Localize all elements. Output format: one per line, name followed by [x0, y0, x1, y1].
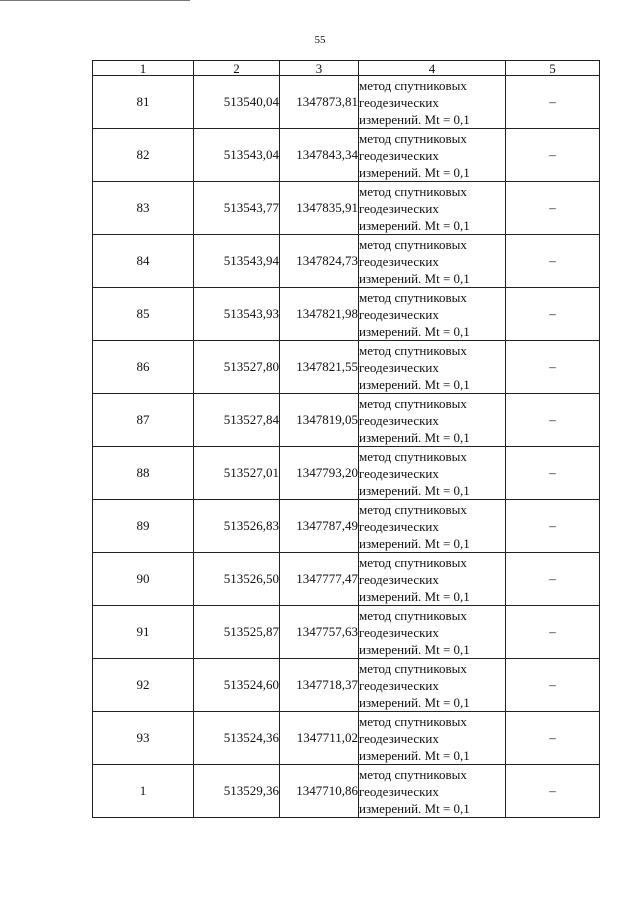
table-row	[93, 765, 600, 818]
coordinates-table	[92, 60, 600, 818]
method-line: геодезических	[359, 412, 439, 428]
y-coordinate-cell: 1347873,81	[280, 76, 359, 129]
description-dash-cell: –	[506, 500, 600, 553]
description-dash-cell: –	[506, 659, 600, 712]
x-coordinate-cell: 513527,80	[194, 341, 280, 394]
y-coordinate-cell: 1347711,02	[280, 712, 359, 765]
method-line: геодезических	[359, 200, 439, 216]
method-cell	[359, 659, 506, 712]
method-line: метод спутниковых	[359, 77, 467, 93]
method-line: измерений. Mt = 0,1	[359, 747, 470, 763]
method-line: метод спутниковых	[359, 660, 467, 676]
x-coordinate-cell: 513526,83	[194, 500, 280, 553]
method-line: геодезических	[359, 518, 439, 534]
method-line: измерений. Mt = 0,1	[359, 588, 470, 604]
column-header: 2	[194, 61, 280, 76]
table-row	[93, 712, 600, 765]
table-row	[93, 659, 600, 712]
table-row	[93, 447, 600, 500]
method-line: геодезических	[359, 147, 439, 163]
method-cell	[359, 765, 506, 818]
point-number-cell: 92	[93, 659, 194, 712]
description-dash-cell: –	[506, 235, 600, 288]
method-line: метод спутниковых	[359, 713, 467, 729]
y-coordinate-cell: 1347819,05	[280, 394, 359, 447]
method-cell	[359, 606, 506, 659]
y-coordinate-cell: 1347710,86	[280, 765, 359, 818]
method-line: геодезических	[359, 306, 439, 322]
method-line: измерений. Mt = 0,1	[359, 270, 470, 286]
method-line: геодезических	[359, 624, 439, 640]
method-line: геодезических	[359, 359, 439, 375]
method-line: метод спутниковых	[359, 501, 467, 517]
method-line: метод спутниковых	[359, 448, 467, 464]
description-dash-cell: –	[506, 712, 600, 765]
y-coordinate-cell: 1347718,37	[280, 659, 359, 712]
y-coordinate-cell: 1347793,20	[280, 447, 359, 500]
method-line: измерений. Mt = 0,1	[359, 111, 470, 127]
table-row	[93, 182, 600, 235]
point-number-cell: 1	[93, 765, 194, 818]
method-line: метод спутниковых	[359, 342, 467, 358]
table-row	[93, 76, 600, 129]
method-cell	[359, 341, 506, 394]
y-coordinate-cell: 1347777,47	[280, 553, 359, 606]
method-cell	[359, 500, 506, 553]
method-cell	[359, 553, 506, 606]
x-coordinate-cell: 513525,87	[194, 606, 280, 659]
table-row	[93, 288, 600, 341]
table-row	[93, 553, 600, 606]
method-line: метод спутниковых	[359, 607, 467, 623]
column-header: 5	[506, 61, 600, 76]
method-line: измерений. Mt = 0,1	[359, 164, 470, 180]
x-coordinate-cell: 513527,84	[194, 394, 280, 447]
top-rule	[0, 0, 190, 1]
description-dash-cell: –	[506, 765, 600, 818]
method-line: измерений. Mt = 0,1	[359, 694, 470, 710]
method-cell	[359, 76, 506, 129]
x-coordinate-cell: 513524,60	[194, 659, 280, 712]
point-number-cell: 86	[93, 341, 194, 394]
method-line: геодезических	[359, 94, 439, 110]
y-coordinate-cell: 1347843,34	[280, 129, 359, 182]
method-line: метод спутниковых	[359, 766, 467, 782]
method-line: геодезических	[359, 730, 439, 746]
method-line: измерений. Mt = 0,1	[359, 429, 470, 445]
method-cell	[359, 712, 506, 765]
method-line: метод спутниковых	[359, 183, 467, 199]
method-line: измерений. Mt = 0,1	[359, 535, 470, 551]
point-number-cell: 87	[93, 394, 194, 447]
description-dash-cell: –	[506, 182, 600, 235]
x-coordinate-cell: 513526,50	[194, 553, 280, 606]
method-line: метод спутниковых	[359, 130, 467, 146]
method-line: геодезических	[359, 253, 439, 269]
point-number-cell: 81	[93, 76, 194, 129]
point-number-cell: 91	[93, 606, 194, 659]
method-line: измерений. Mt = 0,1	[359, 800, 470, 816]
method-cell	[359, 129, 506, 182]
method-line: измерений. Mt = 0,1	[359, 482, 470, 498]
method-line: геодезических	[359, 571, 439, 587]
y-coordinate-cell: 1347787,49	[280, 500, 359, 553]
point-number-cell: 82	[93, 129, 194, 182]
method-line: измерений. Mt = 0,1	[359, 217, 470, 233]
description-dash-cell: –	[506, 76, 600, 129]
method-cell	[359, 288, 506, 341]
method-line: измерений. Mt = 0,1	[359, 641, 470, 657]
method-line: геодезических	[359, 465, 439, 481]
point-number-cell: 84	[93, 235, 194, 288]
table-row	[93, 235, 600, 288]
column-header: 1	[93, 61, 194, 76]
description-dash-cell: –	[506, 606, 600, 659]
y-coordinate-cell: 1347824,73	[280, 235, 359, 288]
method-line: измерений. Mt = 0,1	[359, 376, 470, 392]
description-dash-cell: –	[506, 288, 600, 341]
description-dash-cell: –	[506, 447, 600, 500]
y-coordinate-cell: 1347757,63	[280, 606, 359, 659]
table-row	[93, 341, 600, 394]
page-number: 55	[314, 34, 326, 46]
point-number-cell: 90	[93, 553, 194, 606]
y-coordinate-cell: 1347821,55	[280, 341, 359, 394]
method-line: геодезических	[359, 783, 439, 799]
table-header-row	[93, 61, 600, 76]
x-coordinate-cell: 513543,77	[194, 182, 280, 235]
table-row	[93, 500, 600, 553]
method-cell	[359, 394, 506, 447]
column-header: 4	[359, 61, 506, 76]
description-dash-cell: –	[506, 394, 600, 447]
method-line: метод спутниковых	[359, 289, 467, 305]
x-coordinate-cell: 513529,36	[194, 765, 280, 818]
y-coordinate-cell: 1347821,98	[280, 288, 359, 341]
point-number-cell: 89	[93, 500, 194, 553]
x-coordinate-cell: 513540,04	[194, 76, 280, 129]
x-coordinate-cell: 513527,01	[194, 447, 280, 500]
method-cell	[359, 182, 506, 235]
x-coordinate-cell: 513543,94	[194, 235, 280, 288]
description-dash-cell: –	[506, 341, 600, 394]
y-coordinate-cell: 1347835,91	[280, 182, 359, 235]
x-coordinate-cell: 513543,93	[194, 288, 280, 341]
method-line: измерений. Mt = 0,1	[359, 323, 470, 339]
table-row	[93, 606, 600, 659]
column-header: 3	[280, 61, 359, 76]
x-coordinate-cell: 513543,04	[194, 129, 280, 182]
table-row	[93, 394, 600, 447]
method-line: геодезических	[359, 677, 439, 693]
method-line: метод спутниковых	[359, 395, 467, 411]
point-number-cell: 83	[93, 182, 194, 235]
description-dash-cell: –	[506, 129, 600, 182]
method-line: метод спутниковых	[359, 554, 467, 570]
x-coordinate-cell: 513524,36	[194, 712, 280, 765]
table-row	[93, 129, 600, 182]
description-dash-cell: –	[506, 553, 600, 606]
point-number-cell: 93	[93, 712, 194, 765]
point-number-cell: 88	[93, 447, 194, 500]
method-cell	[359, 235, 506, 288]
method-cell	[359, 447, 506, 500]
point-number-cell: 85	[93, 288, 194, 341]
method-line: метод спутниковых	[359, 236, 467, 252]
